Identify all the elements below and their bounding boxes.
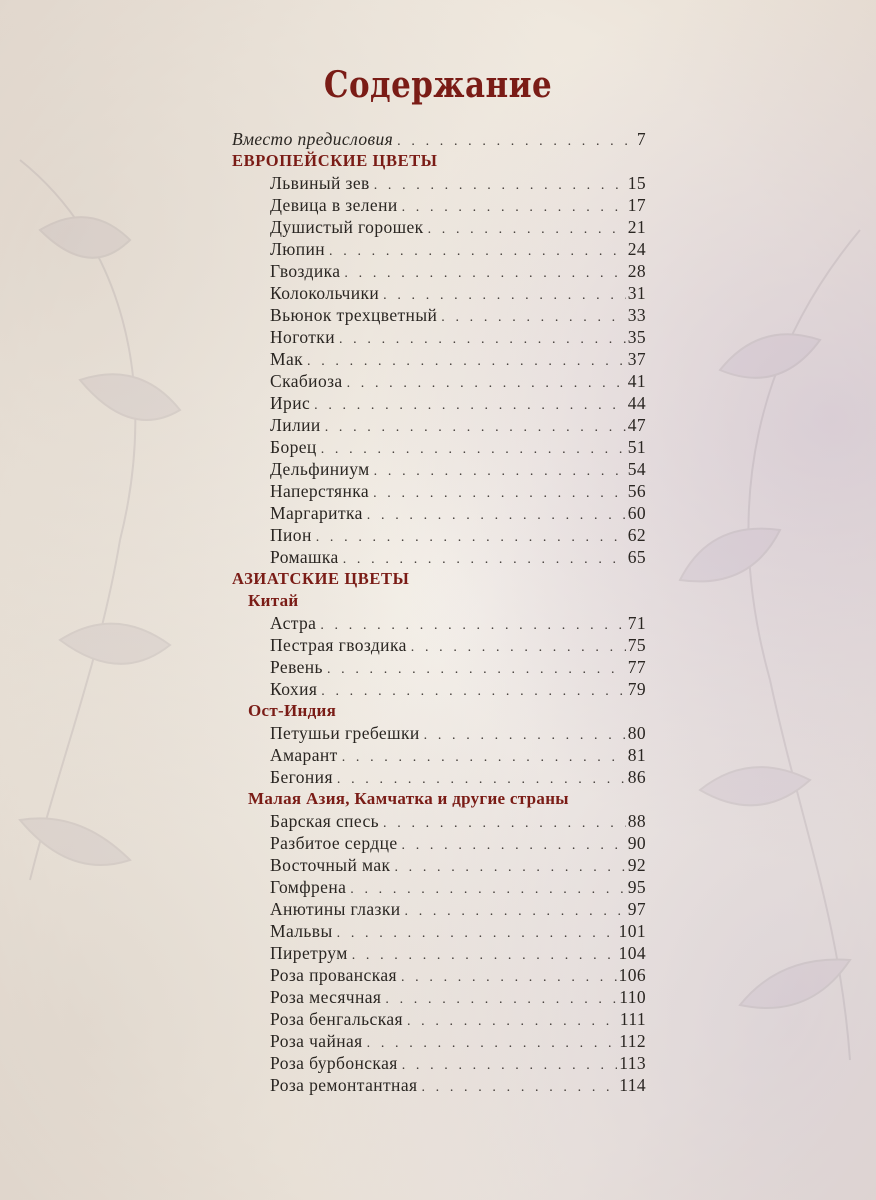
- dot-leader: [327, 659, 626, 681]
- dot-leader: [394, 857, 625, 879]
- toc-entry[interactable]: [232, 854, 646, 876]
- background-leaf-ornament-right: [660, 200, 876, 1100]
- toc-entry-title: Анютины глазки: [270, 899, 401, 919]
- toc-entry-title: Гвоздика: [270, 261, 341, 281]
- toc-page-number: 90: [627, 833, 646, 853]
- dot-leader: [401, 967, 617, 989]
- toc-page-number: 65: [627, 547, 646, 567]
- toc-page-number: 41: [627, 371, 646, 391]
- toc-page-number: 71: [627, 613, 646, 633]
- toc-entry[interactable]: [232, 766, 646, 788]
- toc-entry[interactable]: [232, 480, 646, 502]
- dot-leader: [307, 351, 626, 373]
- toc-entry[interactable]: [232, 128, 646, 150]
- toc-page-number: 95: [627, 877, 646, 897]
- toc-entry-title: Гомфрена: [270, 877, 347, 897]
- toc-page-number: 54: [627, 459, 646, 479]
- toc-section-heading: ЕВРОПЕЙСКИЕ ЦВЕТЫ: [232, 151, 438, 170]
- toc-page-number: 79: [627, 679, 646, 699]
- toc-entry-title: Астра: [270, 613, 317, 633]
- toc-entry-title: Мальвы: [270, 921, 333, 941]
- toc-entry-title: Лилии: [270, 415, 321, 435]
- toc-entry[interactable]: [232, 282, 646, 304]
- dot-leader: [402, 1055, 618, 1077]
- toc-entry-title: Пион: [270, 525, 312, 545]
- toc-entry[interactable]: [232, 238, 646, 260]
- toc-entry-title: Ирис: [270, 393, 311, 413]
- toc-entry-title: Роза бурбонская: [270, 1053, 398, 1073]
- toc-entry[interactable]: [232, 216, 646, 238]
- dot-leader: [411, 637, 626, 659]
- toc-page-number: 24: [627, 239, 646, 259]
- toc-page-number: 81: [627, 745, 646, 765]
- toc-entry-title: Роза чайная: [270, 1031, 363, 1051]
- toc-entry-title: Девица в зелени: [270, 195, 398, 215]
- toc-entry-title: Львиный зев: [270, 173, 370, 193]
- toc-entry[interactable]: [232, 194, 646, 216]
- toc-subsection-heading: Ост-Индия: [248, 701, 337, 720]
- dot-leader: [374, 175, 626, 197]
- toc-page-number: 7: [636, 129, 646, 149]
- toc-entry[interactable]: [232, 612, 646, 634]
- dot-leader: [339, 329, 626, 351]
- toc-entry[interactable]: [232, 898, 646, 920]
- toc-entry-title: Дельфиниум: [270, 459, 370, 479]
- dot-leader: [367, 505, 626, 527]
- toc-page-number: 106: [618, 965, 646, 985]
- toc-entry-title: Вьюнок трехцветный: [270, 305, 438, 325]
- dot-leader: [321, 681, 625, 703]
- toc-entry-title: Люпин: [270, 239, 326, 259]
- toc-entry-title: Мак: [270, 349, 304, 369]
- toc-entry-title: Роза ремонтантная: [270, 1075, 418, 1095]
- toc-page-number: 75: [627, 635, 646, 655]
- toc-entry[interactable]: [232, 348, 646, 370]
- dot-leader: [344, 263, 625, 285]
- dot-leader: [385, 989, 617, 1011]
- dot-leader: [342, 747, 626, 769]
- toc-entry[interactable]: [232, 986, 646, 1008]
- toc-page-number: 44: [627, 393, 646, 413]
- toc-entry-title: Вместо предисловия: [232, 129, 394, 149]
- dot-leader: [347, 373, 626, 395]
- toc-entry[interactable]: [232, 546, 646, 568]
- toc-entry-title: Петушьи гребешки: [270, 723, 420, 743]
- toc-page-number: 86: [627, 767, 646, 787]
- toc-page-number: 21: [627, 217, 646, 237]
- toc-page-number: 60: [627, 503, 646, 523]
- toc-page-number: 92: [627, 855, 646, 875]
- toc-page-number: 31: [627, 283, 646, 303]
- toc-page-number: 37: [627, 349, 646, 369]
- toc-entry[interactable]: [232, 656, 646, 678]
- toc-entry[interactable]: [232, 1008, 646, 1030]
- toc-entry-title: Кохия: [270, 679, 318, 699]
- toc-entry-title: Барская спесь: [270, 811, 380, 831]
- toc-page-number: 17: [627, 195, 646, 215]
- toc-entry[interactable]: [232, 832, 646, 854]
- toc-page-number: 110: [619, 987, 646, 1007]
- toc-page-number: 80: [627, 723, 646, 743]
- toc-entry-title: Борец: [270, 437, 317, 457]
- toc-subsection-heading: Китай: [248, 591, 299, 610]
- toc-entry[interactable]: [232, 524, 646, 546]
- toc-entry-title: Ноготки: [270, 327, 335, 347]
- toc-entry[interactable]: [232, 876, 646, 898]
- toc-entry[interactable]: [232, 370, 646, 392]
- dot-leader: [314, 395, 626, 417]
- toc-page-number: 113: [619, 1053, 646, 1073]
- dot-leader: [405, 901, 626, 923]
- toc-subsection-heading: Малая Азия, Камчатка и другие страны: [248, 789, 569, 808]
- toc-entry[interactable]: [232, 744, 646, 766]
- dot-leader: [383, 813, 626, 835]
- toc-entry[interactable]: [232, 722, 646, 744]
- dot-leader: [374, 461, 626, 483]
- toc-entry-title: Ревень: [270, 657, 323, 677]
- toc-entry-title: Маргаритка: [270, 503, 363, 523]
- toc-entry-title: Ромашка: [270, 547, 339, 567]
- toc-entry-title: Роза месячная: [270, 987, 382, 1007]
- toc-entry[interactable]: [232, 1074, 646, 1096]
- toc-entry[interactable]: [232, 304, 646, 326]
- toc-page-number: 33: [627, 305, 646, 325]
- dot-leader: [424, 725, 626, 747]
- toc-page-number: 88: [627, 811, 646, 831]
- toc-entry-title: Роза прованская: [270, 965, 397, 985]
- toc-entry-title: Пестрая гвоздика: [270, 635, 407, 655]
- dot-leader: [428, 219, 626, 241]
- toc-section-heading: АЗИАТСКИЕ ЦВЕТЫ: [232, 569, 410, 588]
- toc-entry-title: Наперстянка: [270, 481, 370, 501]
- toc-entry[interactable]: [232, 260, 646, 282]
- toc-page-number: 111: [619, 1009, 646, 1029]
- toc-entry[interactable]: [232, 502, 646, 524]
- toc-page-number: 114: [619, 1075, 646, 1095]
- toc-entry[interactable]: [232, 392, 646, 414]
- toc-entry[interactable]: [232, 458, 646, 480]
- toc-page-number: 62: [627, 525, 646, 545]
- toc-entry[interactable]: [232, 1030, 646, 1052]
- toc-page-number: 56: [627, 481, 646, 501]
- toc-entry-title: Колокольчики: [270, 283, 380, 303]
- toc-entry-title: Пиретрум: [270, 943, 348, 963]
- toc-entry-title: Бегония: [270, 767, 333, 787]
- dot-leader: [316, 527, 626, 549]
- dot-leader: [441, 307, 625, 329]
- toc-entry[interactable]: [232, 172, 646, 194]
- toc-page-number: 35: [627, 327, 646, 347]
- toc-entry-title: Амарант: [270, 745, 338, 765]
- dot-leader: [325, 417, 626, 439]
- toc-entry-title: Разбитое сердце: [270, 833, 398, 853]
- toc-entry[interactable]: [232, 920, 646, 942]
- toc-entry[interactable]: [232, 678, 646, 700]
- toc-page-number: 112: [619, 1031, 646, 1051]
- dot-leader: [402, 835, 626, 857]
- toc-entry[interactable]: [232, 964, 646, 986]
- toc-entry-title: Восточный мак: [270, 855, 391, 875]
- toc-page-number: 47: [627, 415, 646, 435]
- toc-page-number: 77: [627, 657, 646, 677]
- toc-entry-title: Скабиоза: [270, 371, 343, 391]
- dot-leader: [329, 241, 626, 263]
- toc-entry[interactable]: [232, 414, 646, 436]
- toc-page-number: 15: [627, 173, 646, 193]
- toc-entry[interactable]: [232, 436, 646, 458]
- toc-entry[interactable]: [232, 1052, 646, 1074]
- toc-entry-title: Душистый горошек: [270, 217, 424, 237]
- dot-leader: [337, 923, 617, 945]
- dot-leader: [407, 1011, 618, 1033]
- toc-page-number: 28: [627, 261, 646, 281]
- toc-entry[interactable]: [232, 810, 646, 832]
- toc-entry[interactable]: [232, 634, 646, 656]
- toc-page-number: 101: [618, 921, 646, 941]
- toc-page-number: 51: [627, 437, 646, 457]
- toc-entry[interactable]: [232, 942, 646, 964]
- dot-leader: [421, 1077, 617, 1099]
- dot-leader: [373, 483, 626, 505]
- toc-page-number: 97: [627, 899, 646, 919]
- toc-page-number: 104: [618, 943, 646, 963]
- background-leaf-ornament-left: [0, 120, 230, 1020]
- dot-leader: [402, 197, 626, 219]
- toc-entry-title: Роза бенгальская: [270, 1009, 403, 1029]
- toc-entry[interactable]: [232, 326, 646, 348]
- page-title: Содержание: [323, 64, 553, 106]
- dot-leader: [367, 1033, 618, 1055]
- table-of-contents: [232, 128, 646, 1096]
